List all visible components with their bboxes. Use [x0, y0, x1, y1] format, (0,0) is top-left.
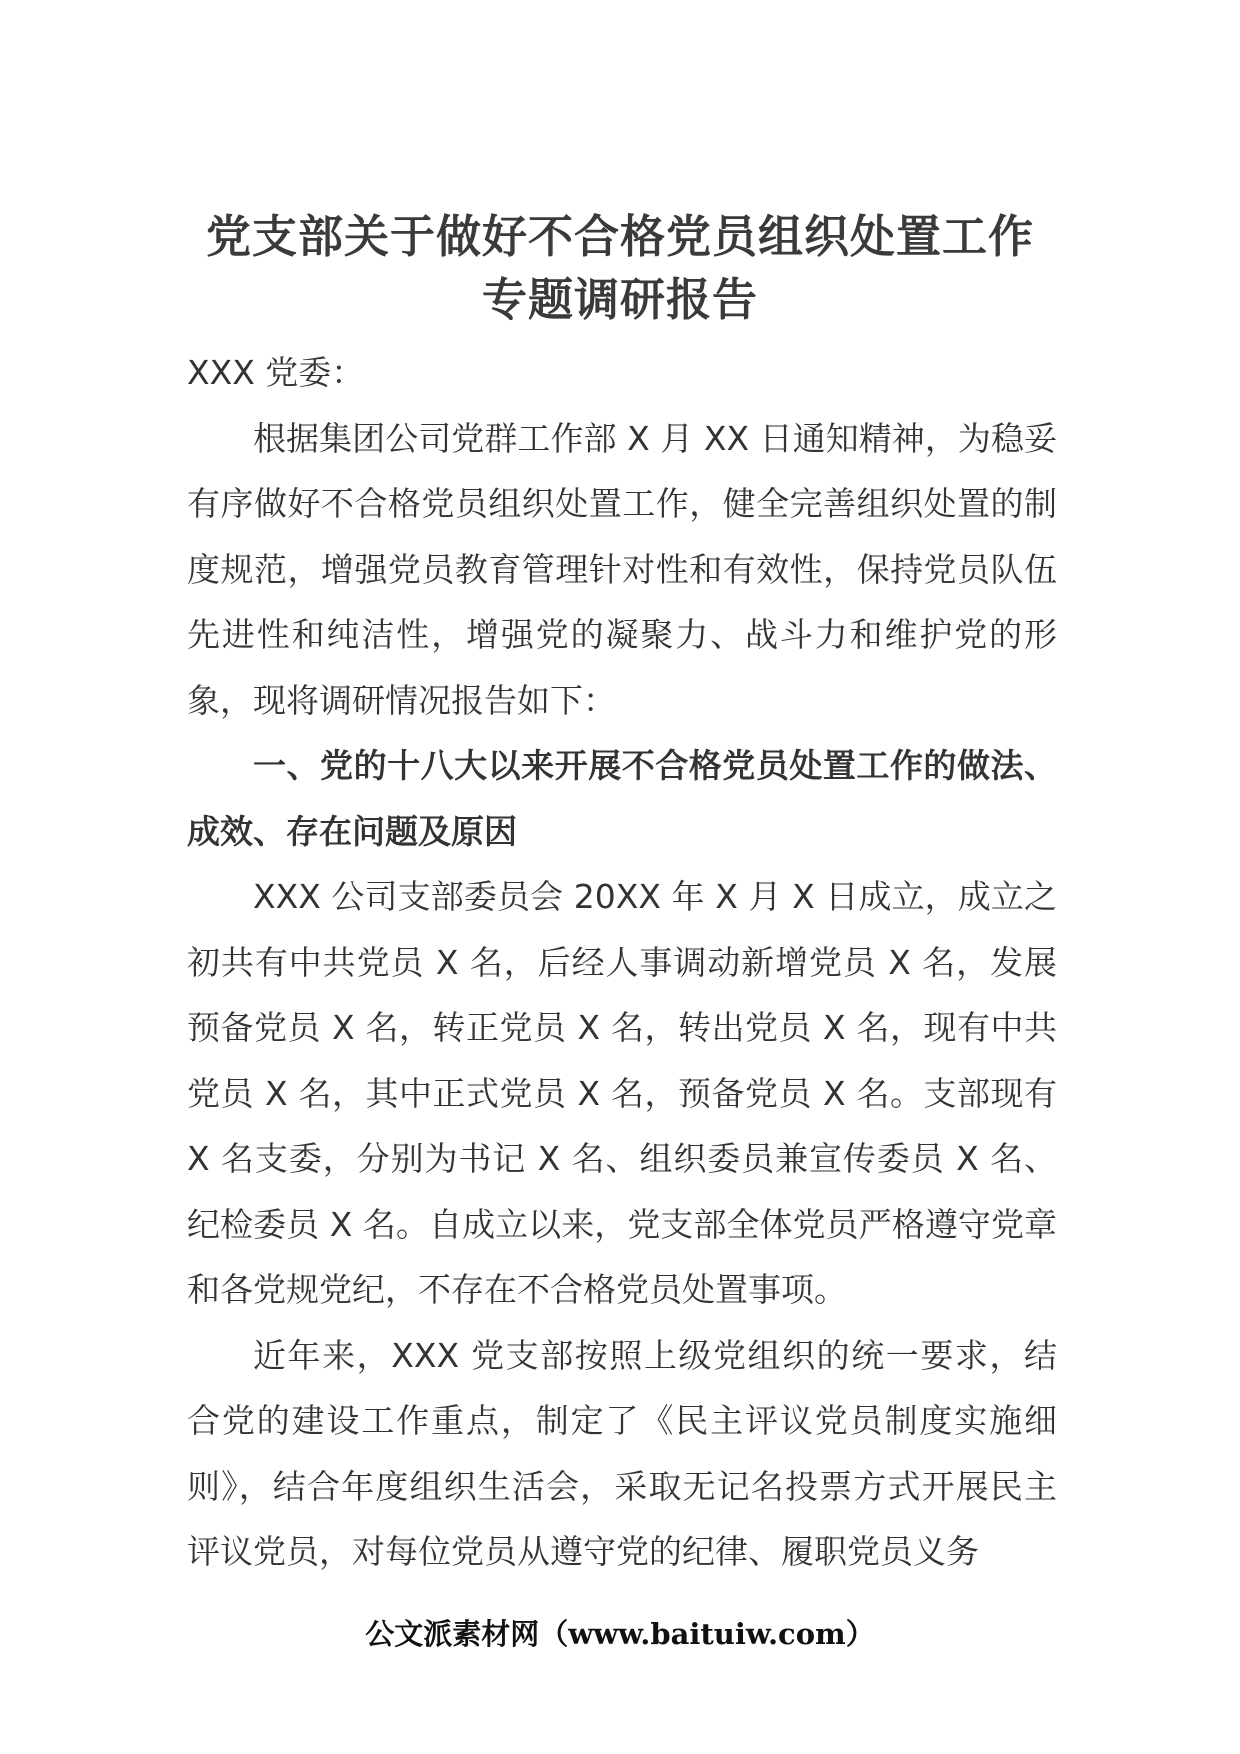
- footer-watermark: 公文派素材网（www.baituiw.com）: [365, 1617, 875, 1651]
- paragraph-branch-overview: XXX 公司支部委员会 20XX 年 X 月 X 日成立，成立之初共有中共党员 X 名，后经人事调动新增党员 X 名，发展预备党员 X 名，转正党员 X 名，转出党员 X 名，现有中共党员 X 名，其中正式党员 X 名，预备党员 X 名。支部现有 X 名支委，分别为书记 X 名、组织委员兼宣传委员 X 名、纪检委员 X 名。自成立以来，党支部全体党员严格遵守党章和各党规党纪，不存在不合格党员处置事项。: [187, 877, 1057, 1309]
- document-body: [187, 340, 1057, 1585]
- document-title-line-2: 专题调研报告: [481, 273, 758, 326]
- document-title-line-1: 党支部关于做好不合格党员组织处置工作: [205, 210, 1034, 263]
- salutation: XXX 党委：: [187, 353, 365, 392]
- paragraph-intro: 根据集团公司党群工作部 X 月 XX 日通知精神，为稳妥有序做好不合格党员组织处置工作，健全完善组织处置的制度规范，增强党员教育管理针对性和有效性，保持党员队伍先进性和纯洁性，增强党的凝聚力、战斗力和维护党的形象，现将调研情况报告如下：: [187, 418, 1057, 720]
- section-heading-1: 一、党的十八大以来开展不合格党员处置工作的做法、成效、存在问题及原因: [187, 746, 1057, 851]
- paragraph-recent-work: 近年来，XXX 党支部按照上级党组织的统一要求，结合党的建设工作重点，制定了《民主评议党员制度实施细则》，结合年度组织生活会，采取无记名投票方式开展民主评议党员，对每位党员从遵守党的纪律、履职党员义务: [187, 1335, 1057, 1571]
